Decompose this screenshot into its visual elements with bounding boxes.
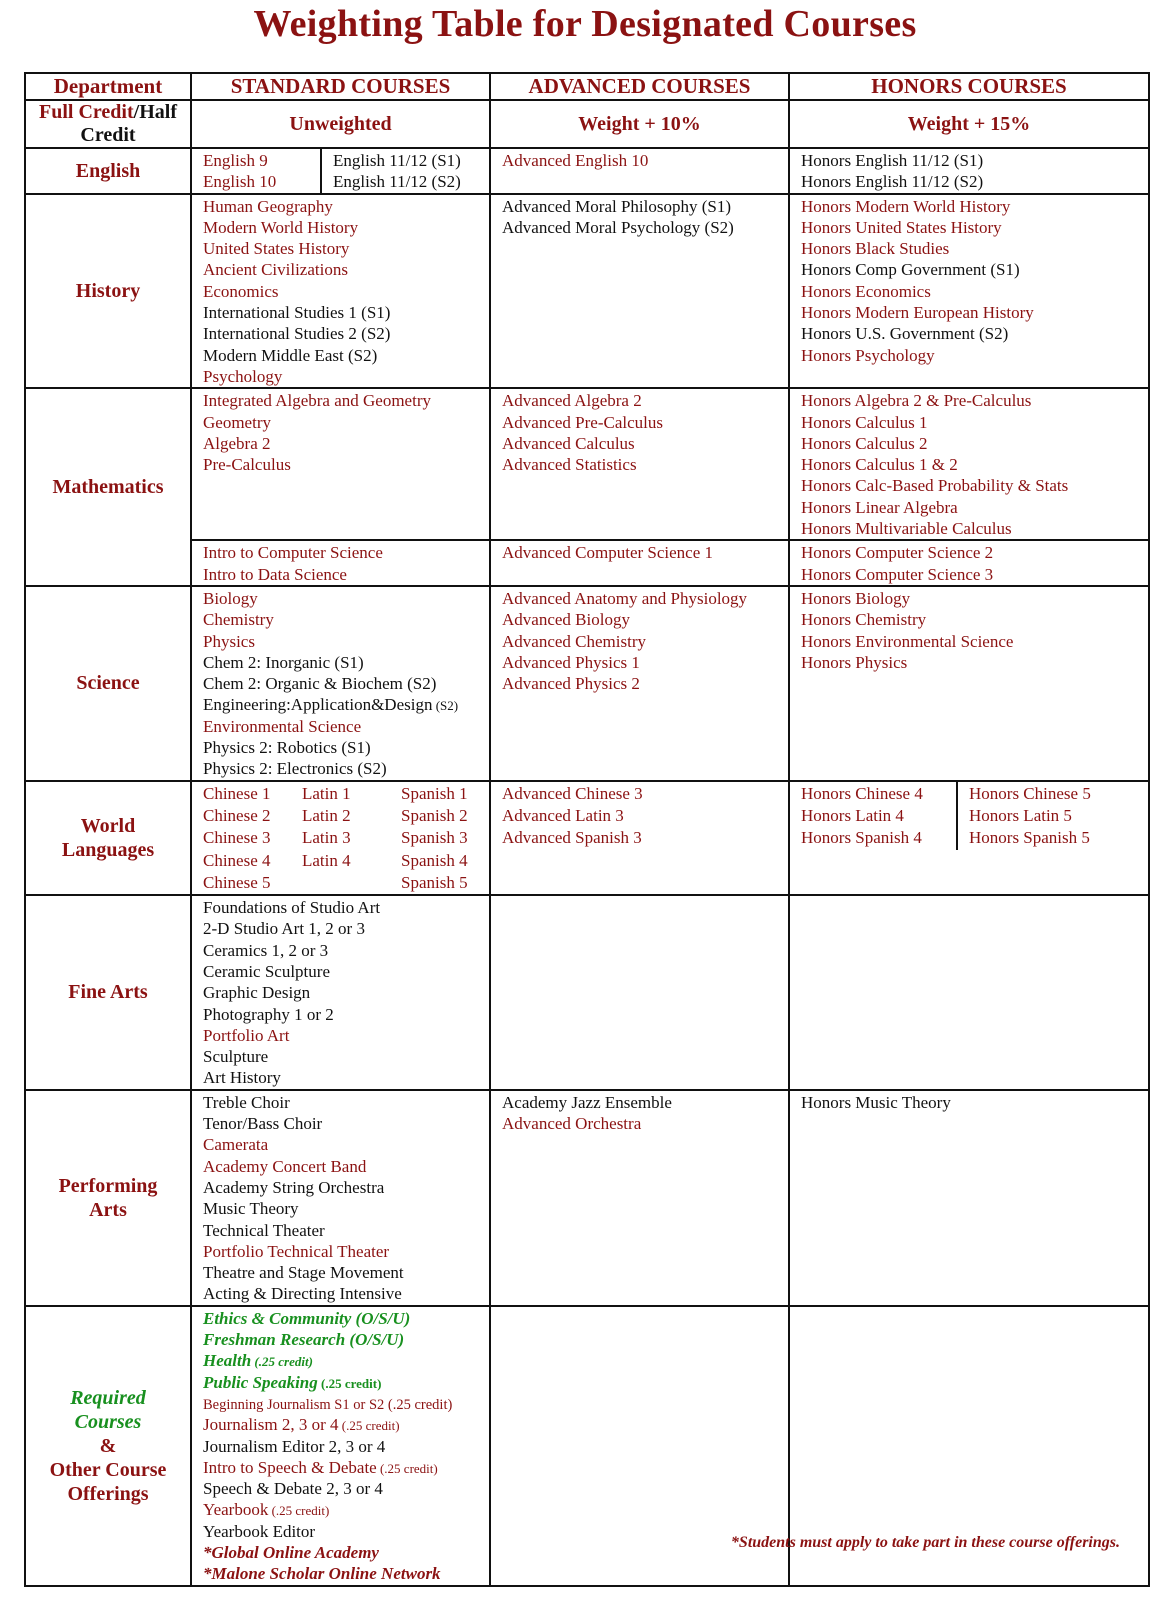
course-item: Chinese 4 [203,850,271,870]
fine-arts-standard [191,895,490,1090]
course-item [203,542,489,563]
dept-performing-line1: Performing [58,1174,158,1197]
course-item [203,1177,489,1198]
course-item [203,454,489,475]
course-item [203,1046,489,1067]
course-name: Technical Theater [203,1220,325,1240]
course-item [203,1004,489,1025]
dept-required-line2: Courses [74,1410,142,1433]
course-name: International Studies 2 (S2) [203,324,391,344]
cs-advanced [490,540,789,586]
course-item: Chinese 2 [203,805,271,825]
course-item [502,390,788,411]
performing-row [25,1090,1149,1306]
course-name: Portfolio Art [203,1025,290,1045]
course-item [203,1521,489,1542]
course-name: Engineering:Application&Design [203,695,433,715]
course-item [203,1393,489,1414]
advanced-weight: Weight + 10% [490,100,789,148]
course-item: Honors Spanish 5 [969,828,1090,848]
required-standard [191,1306,490,1586]
course-item: Honors Spanish 4 [801,828,922,848]
cs-honors [789,540,1149,586]
course-item [502,588,788,609]
science-honors [789,586,1149,781]
history-advanced [490,194,789,389]
languages-spanish-col [390,782,489,894]
course-item [801,259,1148,280]
history-row [25,194,1149,389]
course-item [801,631,1148,652]
course-name: Advanced Pre-Calculus [502,412,663,432]
performing-honors [789,1090,1149,1306]
course-name: Advanced Physics 2 [502,674,640,694]
course-credit-note: (S2) [432,698,459,714]
course-name: Advanced Calculus [502,433,635,453]
history-honors [789,194,1149,389]
english-standard-col-b [320,149,489,193]
course-credit-note: (.25 credit) [376,1460,438,1476]
course-item [203,217,489,238]
course-item [502,542,788,563]
science-row [25,586,1149,781]
fine-arts-honors [789,895,1149,1090]
course-name: Modern Middle East (S2) [203,345,378,365]
course-item [203,940,489,961]
course-item [203,281,489,302]
course-credit-note: (.25 credit) [338,1418,400,1434]
cs-standard [191,540,490,586]
course-name: Portfolio Technical Theater [203,1241,390,1261]
course-name: Advanced Moral Psychology (S2) [502,217,734,237]
course-name: Honors U.S. Government (S2) [801,324,1009,344]
course-item [203,588,489,609]
english-row [25,148,1149,194]
course-name: Graphic Design [203,983,311,1003]
course-item [502,1113,788,1134]
course-item [502,196,788,217]
languages-chinese-col [192,782,291,894]
course-name: Public Speaking [203,1372,318,1392]
dept-mathematics: Mathematics [25,388,191,586]
course-item [502,631,788,652]
course-item: Honors Latin 5 [969,805,1072,825]
course-name: Academy Concert Band [203,1156,367,1176]
course-name: Honors Biology [801,588,911,608]
course-item: Chinese 5 [203,872,271,892]
course-item [801,542,1148,563]
course-item [203,694,489,715]
course-name: English 10 [203,172,277,192]
course-item [801,150,1148,171]
course-name: Honors Calculus 1 & 2 [801,455,958,475]
course-name: United States History [203,239,350,259]
course-item [203,390,489,411]
course-item [801,433,1148,454]
course-item [203,366,489,387]
course-item [333,171,489,192]
course-name: Psychology [203,366,283,386]
dept-required-line1: Required [70,1386,146,1409]
course-name: Journalism Editor 2, 3 or 4 [203,1436,386,1456]
course-item [203,1067,489,1088]
course-name: English 11/12 (S2) [333,172,461,192]
course-name: Chem 2: Organic & Biochem (S2) [203,674,437,694]
math-advanced [490,388,789,540]
course-item [502,673,788,694]
course-item [203,631,489,652]
math-standard [191,388,490,540]
course-item [502,1092,788,1113]
course-name: Environmental Science [203,716,362,736]
course-name: Academy Jazz Ensemble [502,1092,672,1112]
course-item [203,652,489,673]
course-item: Advanced Chinese 3 [502,783,643,803]
course-name: Ancient Civilizations [203,260,348,280]
course-item [203,238,489,259]
course-name: Chemistry [203,610,274,630]
course-item [203,1563,489,1584]
english-advanced [490,148,789,194]
math-honors [789,388,1149,540]
performing-advanced [490,1090,789,1306]
course-item [203,412,489,433]
course-item: Spanish 2 [401,805,468,825]
course-item [801,454,1148,475]
languages-latin-col [291,782,390,894]
course-name: Honors Chemistry [801,610,927,630]
course-item [203,982,489,1003]
course-item [203,1283,489,1304]
course-item [203,1350,489,1371]
credit-note: Full Credit/Half Credit [25,100,191,148]
dept-world-languages-line1: World [80,814,136,837]
course-name: Tenor/Bass Choir [203,1114,323,1134]
course-name: Photography 1 or 2 [203,1004,334,1024]
course-item [203,1156,489,1177]
course-name: Advanced Moral Philosophy (S1) [502,196,732,216]
course-item [203,897,489,918]
course-name: Intro to Speech & Debate [203,1457,377,1477]
languages-honors-col-a [790,782,956,850]
course-item [203,737,489,758]
course-item [203,1092,489,1113]
science-advanced [490,586,789,781]
course-item [203,1372,489,1393]
course-name: Health [203,1351,252,1371]
course-name: Ethics & Community (O/S/U) [203,1308,411,1328]
course-name: Intro to Data Science [203,564,347,584]
course-name: Advanced Chemistry [502,631,646,651]
dept-performing-line2: Arts [89,1198,127,1221]
course-item [203,1262,489,1283]
course-item [203,1113,489,1134]
course-name: 2-D Studio Art 1, 2 or 3 [203,919,365,939]
course-name: Advanced Statistics [502,455,637,475]
weight-row [25,100,1149,148]
dept-world-languages-line2: Languages [61,838,155,861]
course-item [203,433,489,454]
course-item [203,1198,489,1219]
course-item: Honors Chinese 4 [801,783,923,803]
course-name: Integrated Algebra and Geometry [203,391,431,411]
course-item [203,1542,489,1563]
course-name: Honors United States History [801,217,1002,237]
languages-advanced [490,781,789,895]
course-name: Acting & Directing Intensive [203,1284,402,1304]
course-item [203,1436,489,1457]
course-name: International Studies 1 (S1) [203,303,391,323]
course-name: Intro to Computer Science [203,543,383,563]
course-item: Spanish 1 [401,783,468,803]
performing-standard [191,1090,490,1306]
course-item [801,475,1148,496]
header-advanced: ADVANCED COURSES [490,73,789,100]
course-name: Biology [203,588,258,608]
course-item [203,1308,489,1329]
course-item [203,918,489,939]
course-name: Geometry [203,412,271,432]
course-name: Speech & Debate 2, 3 or 4 [203,1479,383,1499]
course-name: Honors Economics [801,281,931,301]
course-item [502,150,788,171]
course-name: Honors Computer Science 2 [801,543,994,563]
course-item [801,171,1148,192]
course-item [502,412,788,433]
english-honors [789,148,1149,194]
course-name: Honors Calc-Based Probability & Stats [801,476,1069,496]
course-item [203,564,489,585]
course-item [203,1414,489,1435]
course-item [801,196,1148,217]
course-item [502,454,788,475]
weighting-table [24,72,1150,1587]
course-name: Beginning Journalism S1 or S2 (.25 credit) [203,1396,453,1413]
course-name: Camerata [203,1135,269,1155]
course-item: Chinese 1 [203,783,271,803]
course-name: Pre-Calculus [203,455,291,475]
honors-weight: Weight + 15% [789,100,1149,148]
course-item [801,412,1148,433]
footnote: *Students must apply to take part in these course offerings. [730,1534,1120,1551]
course-item [203,1478,489,1499]
course-item [801,588,1148,609]
course-item [203,323,489,344]
course-name: Advanced Physics 1 [502,652,640,672]
course-name: Honors Linear Algebra [801,497,958,517]
course-item [801,323,1148,344]
course-item [801,609,1148,630]
course-credit-note: (.25 credit) [317,1375,382,1391]
cs-row [25,540,1149,586]
history-standard [191,194,490,389]
course-name: Honors Psychology [801,345,935,365]
course-name: Journalism 2, 3 or 4 [203,1415,339,1435]
dept-history: History [25,194,191,389]
course-item [801,217,1148,238]
course-name: Advanced Biology [502,610,630,630]
course-item: Latin 1 [302,783,351,803]
course-credit-note: (.25 credit) [268,1503,330,1519]
course-item [801,390,1148,411]
course-name: Honors English 11/12 (S1) [801,151,984,170]
math-row [25,388,1149,540]
dept-required-line5: Offerings [67,1482,149,1505]
english-standard-col-a [192,149,320,193]
course-name: English 11/12 (S1) [333,151,461,170]
course-item [203,150,320,171]
course-name: Physics [203,631,255,651]
course-item [801,281,1148,302]
course-item: Latin 4 [302,850,351,870]
course-name: Advanced English 10 [502,151,649,170]
course-item [203,1457,489,1478]
science-standard [191,586,490,781]
dept-world-languages [25,781,191,895]
course-name: Honors Calculus 1 [801,412,928,432]
header-honors: HONORS COURSES [789,73,1149,100]
course-item [502,217,788,238]
dept-required-line4: Other Course [49,1458,167,1481]
course-name: Honors Modern European History [801,303,1034,323]
course-item [203,609,489,630]
course-item: Spanish 3 [401,828,468,848]
course-name: Yearbook Editor [203,1521,316,1541]
dept-performing-arts [25,1090,191,1306]
fine-arts-advanced [490,895,789,1090]
course-name: Algebra 2 [203,433,271,453]
standard-weight: Unweighted [191,100,490,148]
course-name: *Malone Scholar Online Network [203,1564,441,1584]
languages-honors [789,781,1149,895]
course-item [203,961,489,982]
course-name: Human Geography [203,196,333,216]
dept-fine-arts: Fine Arts [25,895,191,1090]
dept-required-line3: & [99,1434,117,1457]
course-item [801,1092,1148,1113]
course-item: Spanish 5 [401,872,468,892]
course-item [203,716,489,737]
course-item [502,433,788,454]
dept-science: Science [25,586,191,781]
course-name: Advanced Algebra 2 [502,391,642,411]
course-item [203,302,489,323]
course-name: Ceramics 1, 2 or 3 [203,940,329,960]
fine-arts-row [25,895,1149,1090]
course-name: Advanced Computer Science 1 [502,543,714,563]
course-item: Spanish 4 [401,850,468,870]
course-name: Advanced Orchestra [502,1114,642,1134]
course-item [203,1134,489,1155]
course-item: Advanced Latin 3 [502,805,624,825]
course-item [801,238,1148,259]
course-name: Freshman Research (O/S/U) [203,1330,405,1350]
course-name: English 9 [203,151,268,170]
course-item [203,1220,489,1241]
course-name: Honors Music Theory [801,1092,951,1112]
course-item [203,1499,489,1520]
course-name: Honors Computer Science 3 [801,564,994,584]
course-item: Advanced Spanish 3 [502,828,642,848]
dept-required [25,1306,191,1586]
course-item [801,564,1148,585]
course-name: Yearbook [203,1500,269,1520]
course-name: Chem 2: Inorganic (S1) [203,652,364,672]
course-name: *Global Online Academy [203,1543,379,1562]
course-item [203,196,489,217]
course-name: Sculpture [203,1047,269,1067]
course-item: Honors Latin 4 [801,805,904,825]
course-item [203,259,489,280]
course-name: Honors Multivariable Calculus [801,519,1012,539]
page-title: Weighting Table for Designated Courses [253,3,917,45]
course-name: Modern World History [203,217,359,237]
header-department: Department [25,73,191,100]
course-credit-note: (.25 credit) [251,1354,313,1370]
course-item [203,1329,489,1350]
course-name: Honors Calculus 2 [801,433,928,453]
course-item [203,673,489,694]
header-standard: STANDARD COURSES [191,73,490,100]
course-name: Academy String Orchestra [203,1177,385,1197]
course-name: Honors Algebra 2 & Pre-Calculus [801,391,1032,411]
course-item [502,609,788,630]
header-row [25,73,1149,100]
course-name: Advanced Anatomy and Physiology [502,588,748,608]
course-name: Honors Physics [801,652,908,672]
course-item [801,345,1148,366]
course-name: Honors English 11/12 (S2) [801,172,984,192]
course-item [203,1025,489,1046]
course-item [801,518,1148,539]
course-item [203,345,489,366]
course-item [203,1241,489,1262]
course-name: Ceramic Sculpture [203,961,330,981]
dept-english: English [25,148,191,194]
course-name: Honors Comp Government (S1) [801,260,1020,280]
course-name: Honors Black Studies [801,239,950,259]
languages-row [25,781,1149,895]
course-item: Latin 2 [302,805,351,825]
course-name: Honors Environmental Science [801,631,1014,651]
languages-honors-col-b [956,782,1148,850]
course-item [203,171,320,192]
course-name: Treble Choir [203,1092,290,1112]
course-name: Art History [203,1068,281,1088]
course-item [801,497,1148,518]
course-name: Physics 2: Robotics (S1) [203,738,371,758]
course-item [801,652,1148,673]
course-item: Chinese 3 [203,828,271,848]
course-name: Honors Modern World History [801,196,1011,216]
course-item [333,150,489,171]
course-item [203,758,489,779]
languages-standard [191,781,490,895]
course-name: Economics [203,281,279,301]
course-name: Physics 2: Electronics (S2) [203,759,387,779]
course-item [801,302,1148,323]
course-name: Music Theory [203,1199,299,1219]
course-name: Foundations of Studio Art [203,898,381,918]
course-item [502,652,788,673]
course-item: Latin 3 [302,828,351,848]
english-standard [191,148,490,194]
course-item: Honors Chinese 5 [969,783,1091,803]
course-name: Theatre and Stage Movement [203,1263,404,1283]
